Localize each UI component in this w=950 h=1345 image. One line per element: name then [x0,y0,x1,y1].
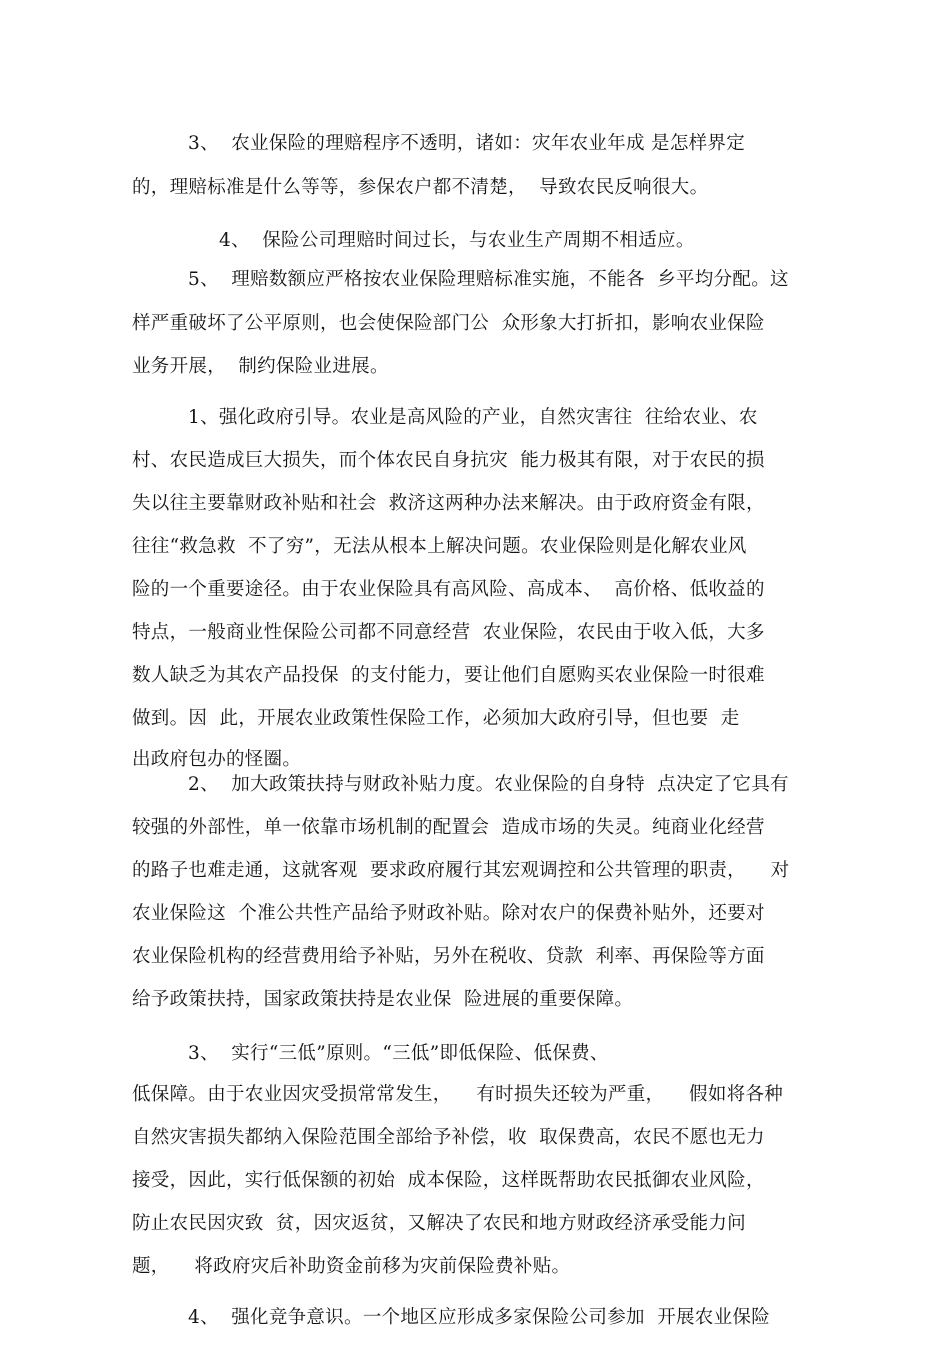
text-line: 防止农民因灾致 贫，因灾返贫，又解决了农民和地方财政经济承受能力问 [132,1213,746,1234]
text-line: 2、 加大政策扶持与财政补贴力度。农业保险的自身特 点决定了它具有 [188,774,789,795]
text-line: 村、农民造成巨大损失，而个体农民自身抗灾 能力极其有限，对于农民的损 [132,450,765,471]
text-line: 给予政策扶持，国家政策扶持是农业保 险进展的重要保障。 [132,989,634,1010]
text-line: 3、 实行“三低”原则。“三低”即低保险、低保费、 [188,1043,609,1064]
text-line: 往往“救急救 不了穷”，无法从根本上解决问题。农业保险则是化解农业风 [132,536,747,557]
text-line: 题， 将政府灾后补助资金前移为灾前保险费补贴。 [132,1256,571,1277]
text-line: 业务开展， 制约保险业进展。 [132,356,389,377]
text-line: 自然灾害损失都纳入保险范围全部给予补偿，收 取保费高，农民不愿也无力 [132,1127,765,1148]
text-line: 的路子也难走通，这就客观 要求政府履行其宏观调控和公共管理的职责， 对 [132,860,790,881]
text-line: 险的一个重要途径。由于农业保险具有高风险、高成本、 高价格、低收益的 [132,579,765,600]
text-line: 5、 理赔数额应严格按农业保险理赔标准实施，不能各 乡平均分配。这 [188,269,789,290]
text-line: 农业保险这 个准公共性产品给予财政补贴。除对农户的保费补贴外，还要对 [132,903,765,924]
text-line: 数人缺乏为其农产品投保 的支付能力，要让他们自愿购买农业保险一时很难 [132,665,765,686]
text-line: 较强的外部性，单一依靠市场机制的配置会 造成市场的失灵。纯商业化经营 [132,817,765,838]
text-line: 4、 保险公司理赔时间过长，与农业生产周期不相适应。 [219,230,695,251]
text-line: 接受，因此，实行低保额的初始 成本保险，这样既帮助农民抵御农业风险， [132,1170,765,1191]
text-line: 做到。因 此，开展农业政策性保险工作，必须加大政府引导，但也要 走 [132,708,740,729]
text-line: 农业保险机构的经营费用给予补贴，另外在税收、贷款 利率、再保险等方面 [132,946,765,967]
text-line: 低保障。由于农业因灾受损常常发生， 有时损失还较为严重， 假如将各种 [132,1084,784,1105]
text-line: 4、 强化竞争意识。一个地区应形成多家保险公司参加 开展农业保险 [188,1307,770,1328]
text-line: 样严重破坏了公平原则，也会使保险部门公 众形象大打折扣，影响农业保险 [132,313,765,334]
text-line: 的，理赔标准是什么等等，参保农户都不清楚， 导致农民反响很大。 [132,177,709,198]
text-line: 1、强化政府引导。农业是高风险的产业，自然灾害往 往给农业、农 [188,407,758,428]
text-line: 特点，一般商业性保险公司都不同意经营 农业保险，农民由于收入低，大多 [132,622,765,643]
text-line: 出政府包办的怪圈。 [132,749,302,770]
text-line: 失以往主要靠财政补贴和社会 救济这两种办法来解决。由于政府资金有限， [132,493,765,514]
text-line: 3、 农业保险的理赔程序不透明，诸如：灾年农业年成 是怎样界定 [188,133,746,154]
